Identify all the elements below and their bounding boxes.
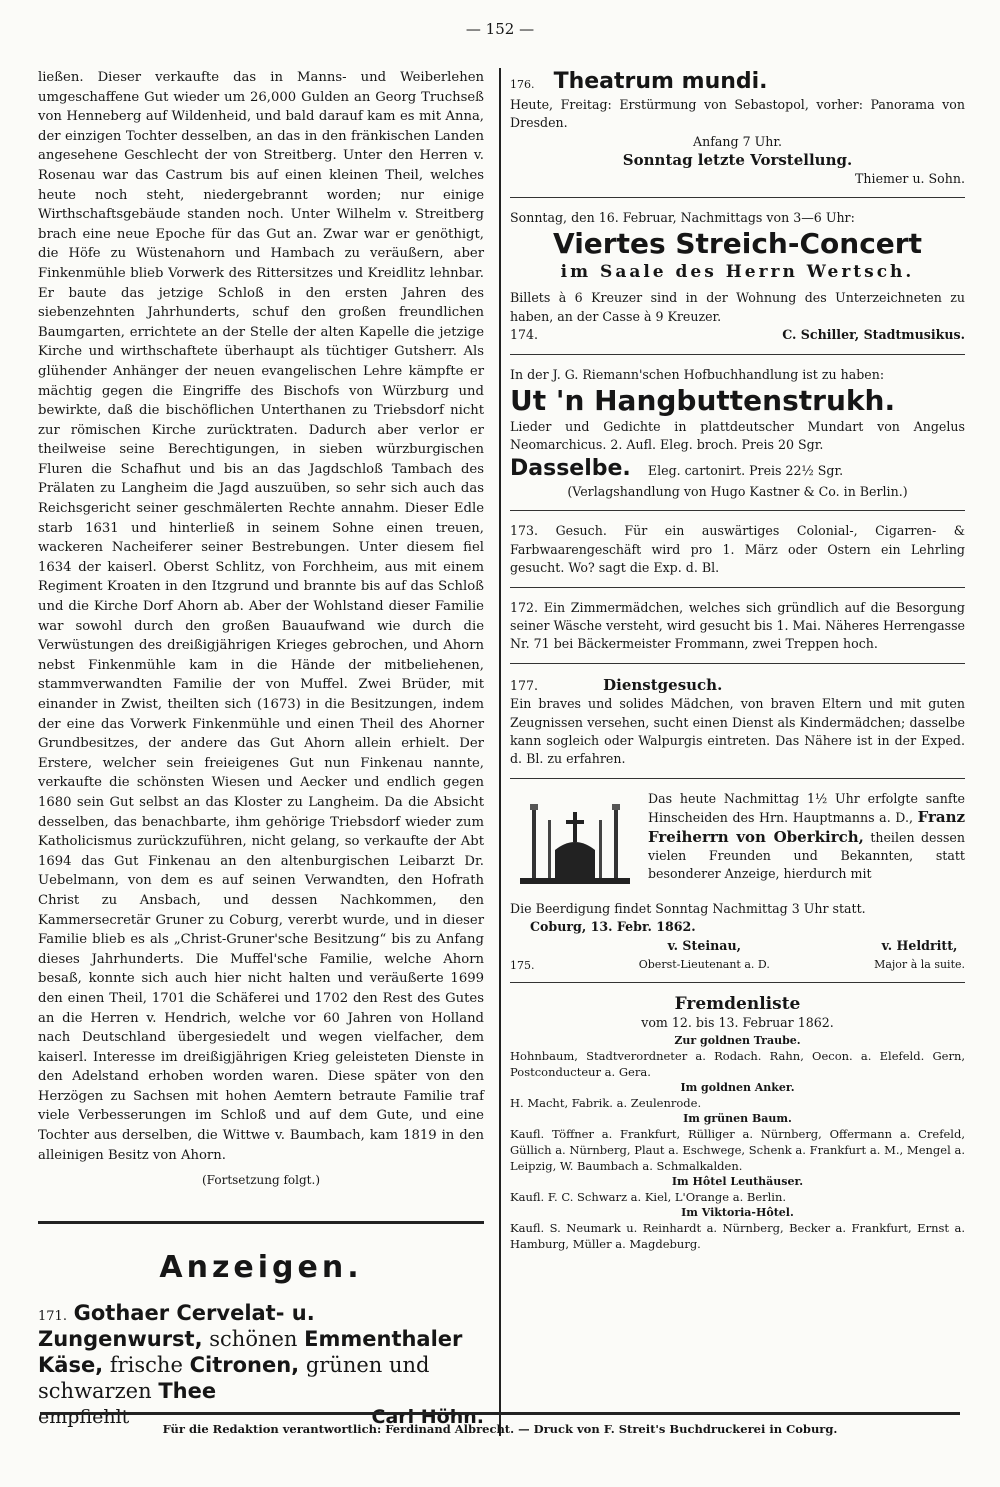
ad-title: Viertes Streich-Concert — [553, 227, 922, 261]
ad-title: Theatrum mundi. — [553, 69, 768, 94]
ad-number: 176. — [510, 78, 535, 91]
fremdenliste-title: Fremdenliste — [674, 994, 801, 1015]
ad-product-lemons: Citronen, — [189, 1352, 300, 1377]
ad-text: Ein braves und solides Mädchen, von braven Eltern und mit guten Zeugnissen versehen, sucht einen Dienst als Kindermädchen; dasselbe kann sogleich oder Walpurgis eintreten. Das Nähere ist in der Exped. d. Bl. zu erfahren. — [510, 696, 965, 767]
ad-number: 174. — [510, 327, 539, 343]
ad-divider — [510, 354, 965, 355]
deceased-name: Franz Freiherrn von Oberkirch, — [648, 808, 965, 846]
ad-divider — [510, 510, 965, 511]
hotel-section — [510, 1205, 965, 1252]
article-text: ließen. Dieser verkaufte das in Manns- und Weiberlehen umgeschaffene Gut wieder um 26,000 Gulden an Georg Truchseß von Henneberg auf Wildenheid, und bald darauf kam es mit Anna, der einzigen Tochter desselben, an das in den fränkischen Landen angesehene Geschlecht der von Streitberg. Unter den Herren v. Rosenau war das Castrum bis auf einen kleinen Theil, welches heute noch steht, niedergebrannt worden; nur einige Wirthschaftsgebäude standen noch. Unter Wilhelm v. Streitberg brach eine neue Epoche für das Gut an. Zwar war er genöthigt, die Höfe zu Wüstenahorn und Hambach zu veräußern, aber Finkenmühle blieb Vorwerk des Rittersitzes und Kreidlitz lehnbar. Er baute das jetzige Schloß in den ersten Jahren des siebenzehnten Jahrhunderts, schuf den großen freundlichen Baumgarten, errichtete an der Stelle der alten Kapelle die jetzige Kirche und wirthschaftete überhaupt als tüchtiger Gutsherr. Als glühender Anhänger der neuen evangelischen Lehre kämpfte er mächtig gegen die Eingriffe des Bischofs von Würzburg und bewirkte, daß die bischöflichen Unterthanen zu Triebsdorf nicht zur römischen Kirche zurücktraten. Dadurch aber verlor er theilweise seine Berechtigungen, in sieben würzburgischen Fluren die Schafhut und bis an das Jagdschloß Tambach des Prälaten zu Langheim die Jagd auszuüben, so sehr sich auch das Reichsgericht seiner geschmälerten Rechte annahm. Dieser Edle starb 1631 und hinterließ in seinem Sohne einen treuen, wackeren Nacheiferer seiner Bestrebungen. Unter diesem fiel 1634 der kaiserl. Oberst Schlitz, von Forchheim, aus mit einem Regiment Kroaten in den Itzgrund und brannte bis auf das Schloß und die Kirche Dorf Ahorn ab. Aber der Wohlstand dieser Familie war sowohl durch den großen Bauaufwand wie durch die Verwüstungen des dreißigjährigen Krieges gebrochen, und Ahorn nebst Finkenmühle kam in die Hände der mitbeliehenen, stammverwandten Familie der von Muffel. Zwei Brüder, mit einander in Zwist, theilten sich (1673) in die Besitzungen, indem der eine das Vorwerk Finkenmühle und einen Theil des Ahorner Grundbesitzes, der andere das Gut Ahorn allein erhielt. Der Erstere, welcher sein freieigenes Gut nun Finkenau nannte, verkaufte die schönsten Wiesen und Aecker und endlich gegen 1680 sein Gut selbst an das Kloster zu Langheim. Da die Absicht desselben, das benachbarte, ihm gehörige Triebsdorf wieder zum Katholicismus zurückzuführen, nicht gelang, so verkaufte der Abt 1694 das Gut Finkenau an den altenburgischen Leibarzt Dr. Uebelmann, von dem es auf seinen Verwandten, den Hofrath Christ zu Ansbach, und dessen Nachkommen, den Kammersecretär Gruner zu Coburg, vererbt wurde, und in dieser Familie blieb es als „Christ-Gruner'sche Besitzung“ bis zu Anfang dieses Jahrhunderts. Die Muffel'sche Familie, welche Ahorn besaß, konnte sich auch hier nicht halten und veräußerte 1699 den einen Theil, 1701 die Schäferei und 1702 den Rest des Gutes an die Herren v. Hendrich, welche vor 60 Jahren von Holland nach Deutschland übergesiedelt und wegen vielfacher, dem kaiserl. Interesse im dreißigjährigen Krieg geleisteten Dienste in den Adelstand erhoben worden waren. Diese später von den Herzögen zu Sachsen mit hohen Aemtern betraute Familie traf viele Verbesserungen im Schloß und auf dem Gute, und eine Tochter aus derselben, die Wittwe v. Baumbach, kam 1819 in den alleinigen Besitz von Ahorn. — [38, 70, 484, 1163]
ad-number: 177. — [510, 677, 539, 693]
ad-signature: Thiemer u. Sohn. — [855, 170, 965, 186]
ad-text: (Verlagshandlung von Hugo Kastner & Co. in Berlin.) — [567, 483, 908, 499]
hotel-section — [510, 1111, 965, 1174]
continuation-note: (Fortsetzung folgt.) — [202, 1173, 320, 1188]
ad-divider — [510, 663, 965, 664]
ad-text: theilen dessen vielen Freunden und Bekannten, statt besonderer Anzeige, hierdurch mit — [648, 829, 965, 882]
hotel-name: Zur goldnen Traube. — [674, 1033, 801, 1047]
ad-text: Lieder und Gedichte in plattdeutscher Mundart von Angelus Neomarchicus. 2. Aufl. Eleg. broch. Preis 20 Sgr. — [510, 419, 965, 453]
hotel-name: Im grünen Baum. — [683, 1111, 792, 1125]
left-column — [38, 68, 484, 1430]
ad-divider — [510, 982, 965, 983]
ad-text: Sonntag, den 16. Februar, Nachmittags von 3—6 Uhr: — [510, 210, 855, 226]
ad-text: Eleg. cartonirt. Preis 22½ Sgr. — [647, 462, 844, 478]
signatory-name: v. Heldritt, — [881, 937, 958, 953]
ad-text: Anfang 7 Uhr. — [693, 133, 782, 149]
right-column — [510, 68, 965, 1252]
ad-product-tea: Thee — [158, 1378, 217, 1403]
ad-number: 175. — [510, 959, 535, 973]
ad-divider — [510, 197, 965, 198]
signatory-title: Oberst-Lieutenant a. D. — [638, 957, 770, 971]
ad-product-sausage: Gothaer Cervelat- u. Zungenwurst, — [38, 1300, 315, 1351]
ad-divider — [510, 778, 965, 779]
ad-174 — [510, 209, 965, 345]
ad-text: Sonntag letzte Vorstellung. — [622, 151, 853, 170]
hotel-section — [510, 1033, 965, 1080]
ad-text: schönen — [209, 1326, 298, 1351]
ad-signature: C. Schiller, Stadtmusikus. — [782, 327, 965, 343]
ad-text: Das heute Nachmittag 1½ Uhr erfolgte sanfte Hinscheiden des Hrn. Hauptmanns a. D., — [648, 790, 965, 826]
funeral-vignette-icon — [510, 790, 640, 900]
ad-text: empfiehlt — [38, 1405, 130, 1428]
guest-list: Kaufl. S. Neumark u. Reinhardt a. Nürnberg, Becker a. Frankfurt, Ernst a. Hamburg, Müller a. Magdeburg. — [510, 1220, 965, 1251]
footer-divider — [40, 1412, 960, 1415]
ad-text: im Saale des Herrn Wertsch. — [560, 262, 915, 283]
hotel-name: Im Viktoria-Hôtel. — [681, 1205, 794, 1219]
signatory-name: v. Steinau, — [667, 937, 741, 953]
guest-list: Kaufl. F. C. Schwarz a. Kiel, L'Orange a. Berlin. — [510, 1189, 787, 1204]
ad-divider — [510, 587, 965, 588]
ad-text: Heute, Freitag: Erstürmung von Sebastopol, vorher: Panorama von Dresden. — [510, 97, 965, 131]
signatory-title: Major à la suite. — [874, 957, 965, 971]
ad-172: 172. Ein Zimmermädchen, welches sich gründlich auf die Besorgung seiner Wäsche versteht, wird gesucht bis 1. Mai. Näheres Herrengasse Nr. 71 bei Bäckermeister Frommann, zwei Treppen hoch. — [510, 599, 965, 652]
ad-product-cheese: Emmenthaler Käse, — [38, 1326, 463, 1377]
guest-list: Hohnbaum, Stadtverordneter a. Rodach. Rahn, Oecon. a. Elefeld. Gern, Postconducteur a. Gera. — [510, 1048, 965, 1079]
ad-175 — [510, 790, 965, 974]
ad-title: Ut 'n Hangbuttenstrukh. — [510, 384, 896, 418]
ad-177 — [510, 675, 965, 769]
fremdenliste — [510, 994, 965, 1251]
anzeigen-heading: Anzeigen. — [159, 1249, 363, 1285]
section-divider — [38, 1221, 484, 1224]
ad-text: grünen und schwarzen — [38, 1352, 430, 1403]
hotel-section — [510, 1080, 965, 1111]
ad-title: Dasselbe. — [510, 455, 631, 481]
ad-title: Dienstgesuch. — [603, 675, 723, 694]
fremdenliste-subtitle: vom 12. bis 13. Februar 1862. — [641, 1015, 834, 1031]
ad-riemann — [510, 366, 965, 502]
hotel-name: Im Hôtel Leuthäuser. — [671, 1174, 804, 1188]
ad-173: 173. Gesuch. Für ein auswärtiges Colonial-, Cigarren- & Farbwaarengeschäft wird pro 1. März oder Ostern ein Lehrling gesucht. Wo? sagt die Exp. d. Bl. — [510, 523, 965, 576]
ad-text: In der J. G. Riemann'schen Hofbuchhandlung ist zu haben: — [510, 366, 885, 382]
ad-number: 171. — [38, 1308, 67, 1324]
hotel-name: Im goldnen Anker. — [680, 1080, 795, 1094]
ad-text: frische — [109, 1352, 183, 1377]
ad-176 — [510, 68, 965, 188]
fremdenliste-sections — [510, 1033, 965, 1252]
hotel-section — [510, 1174, 965, 1205]
ad-signature: Carl Höhn. — [371, 1405, 484, 1428]
ad-text: Die Beerdigung findet Sonntag Nachmittag 3 Uhr statt. — [510, 900, 866, 916]
imprint-footer: Für die Redaktion verantwortlich: Ferdinand Albrecht. — Druck von F. Streit's Buchdruckerei in Coburg. — [162, 1422, 838, 1436]
guest-list: Kaufl. Töffner a. Frankfurt, Rülliger a. Nürnberg, Offermann a. Crefeld, Güllich a. Nürnberg, Plaut a. Eschwege, Schenk a. Frankfurt a. M., Mengel a. Leipzig, W. Baumbach a. Schmalkalden. — [510, 1126, 965, 1173]
ad-date: Coburg, 13. Febr. 1862. — [530, 919, 696, 935]
ad-171 — [38, 1300, 484, 1430]
page-number: — 152 — — [465, 20, 535, 38]
column-divider — [499, 68, 501, 1436]
ad-text: Billets à 6 Kreuzer sind in der Wohnung des Unterzeichneten zu haben, an der Casse à 9 Kreuzer. — [510, 290, 965, 324]
guest-list: H. Macht, Fabrik. a. Zeulenrode. — [510, 1095, 702, 1110]
